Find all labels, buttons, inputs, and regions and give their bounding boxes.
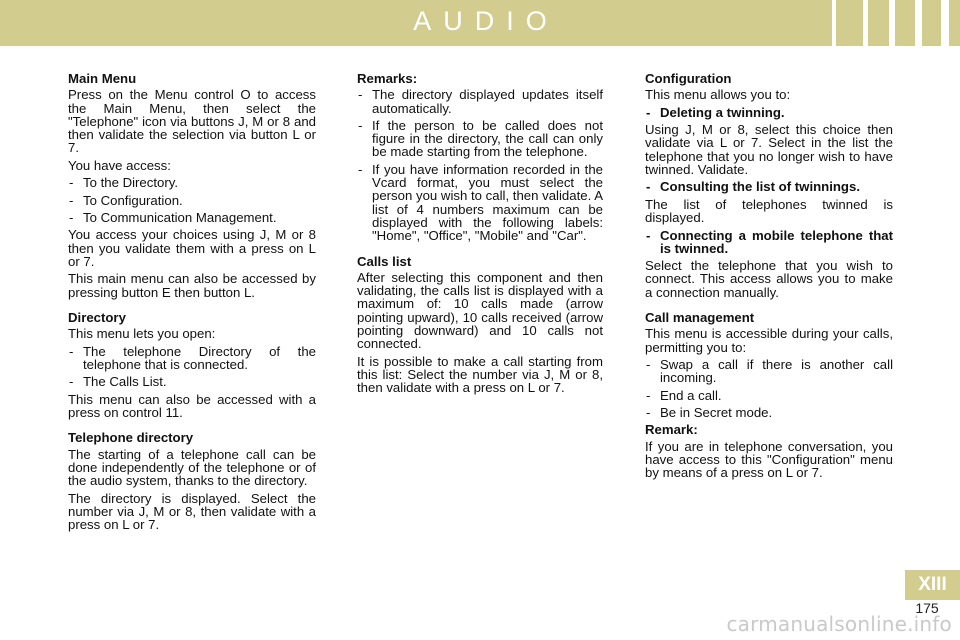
remark-heading: Remark: (645, 422, 698, 438)
call-management-heading: Call management (645, 310, 755, 326)
page-number: 175 (915, 600, 939, 616)
directory-intro: This menu lets you open: (68, 326, 216, 342)
calls-list-heading: Calls list (357, 253, 412, 269)
remark-text: If you are in telephone conversation, you have access to this "Configuration" menu by means of a press on L or 7. (645, 438, 893, 481)
list-item: - If you have information recorded in the Vcard format, you must select the person you wish to call, then validate. A list of 4 numbers maximum can be displayed with the following labels: "Home", "Office", "Mobile" and "Car". (357, 163, 603, 243)
list-item: - The Calls List. (68, 375, 316, 388)
list-item: - Be in Secret mode. (645, 406, 893, 419)
configuration-sub3 (645, 229, 893, 256)
call-management-intro: This menu is accessible during your calls, permitting you to: (645, 326, 893, 355)
column-right (645, 72, 893, 484)
telephone-directory-text: The starting of a telephone call can be done independently of the telephone or of the audio system, thanks to the directory. (68, 446, 316, 489)
watermark: carmanualsonline.info (726, 612, 952, 636)
remarks-list (357, 88, 603, 242)
header-stripe (863, 0, 868, 46)
deleting-twinning-text: Using J, M or 8, select this choice then validate via L or 7. Select in the list the telephone that you no longer wish to have twinned. Validate. (645, 122, 893, 177)
access-intro: You have access: (68, 157, 171, 173)
column-middle (357, 72, 603, 399)
access-list (68, 176, 316, 224)
calls-list-select: It is possible to make a call starting from this list: Select the number via J, M or 8, then validate with a press on L or 7. (357, 353, 603, 396)
consulting-twinnings-text: The list of telephones twinned is displayed. (645, 196, 893, 226)
directory-list (68, 345, 316, 389)
column-left (68, 72, 316, 536)
consulting-twinnings-label: - Consulting the list of twinnings. (645, 180, 893, 193)
calls-list-text: After selecting this component and then validating, the calls list is displayed with a maximum of: 10 calls made (arrow pointing upward), 10 calls received (arrow pointing downward) and 10 calls not connected. (357, 269, 603, 352)
connecting-telephone-text: Select the telephone that you wish to connect. This access allows you to make a connection manually. (645, 258, 893, 300)
header-stripe (832, 0, 836, 46)
section-tab: XIII (905, 570, 960, 600)
call-management-list (645, 358, 893, 419)
list-item: - Swap a call if there is another call incoming. (645, 358, 893, 385)
list-item: - If the person to be called does not figure in the directory, the call can only be made starting from the telephone. (357, 119, 603, 159)
main-menu-choices: You access your choices using J, M or 8 then you validate them with a press on L or 7. (68, 227, 316, 269)
list-item: - End a call. (645, 389, 893, 402)
directory-shortcut: This menu can also be accessed with a press on control 11. (68, 391, 316, 420)
list-item: - The telephone Directory of the telephone that is connected. (68, 345, 316, 372)
header-stripe (915, 0, 922, 46)
directory-heading: Directory (68, 310, 126, 326)
header-stripe (941, 0, 949, 46)
main-menu-text: Press on the Menu control O to access the Main Menu, then select the "Telephone" icon via buttons J, M or 8 and then validate the selection via button L or 7. (68, 87, 316, 156)
list-item: - To the Directory. (68, 176, 316, 189)
connecting-telephone-label: - Connecting a mobile telephone that is twinned. (645, 229, 893, 256)
page-title: AUDIO (413, 6, 559, 36)
header-stripe (889, 0, 895, 46)
list-item: - To Configuration. (68, 194, 316, 207)
remarks-heading: Remarks: (357, 71, 418, 86)
configuration-sub2 (645, 180, 893, 193)
list-item: - The directory displayed updates itself automatically. (357, 88, 603, 115)
configuration-intro: This menu allows you to: (645, 87, 791, 103)
telephone-directory-select: The directory is displayed. Select the number via J, M or 8, then validate with a press on L or 7. (68, 490, 316, 533)
list-item: - To Communication Management. (68, 211, 316, 224)
header-bar (0, 0, 960, 46)
configuration-heading: Configuration (645, 71, 732, 86)
deleting-twinning-label: - Deleting a twinning. (645, 106, 893, 119)
telephone-directory-heading: Telephone directory (68, 430, 194, 446)
configuration-sub1 (645, 106, 893, 119)
main-menu-shortcut: This main menu can also be accessed by pressing button E then button L. (68, 271, 316, 300)
main-menu-heading: Main Menu (68, 71, 137, 86)
